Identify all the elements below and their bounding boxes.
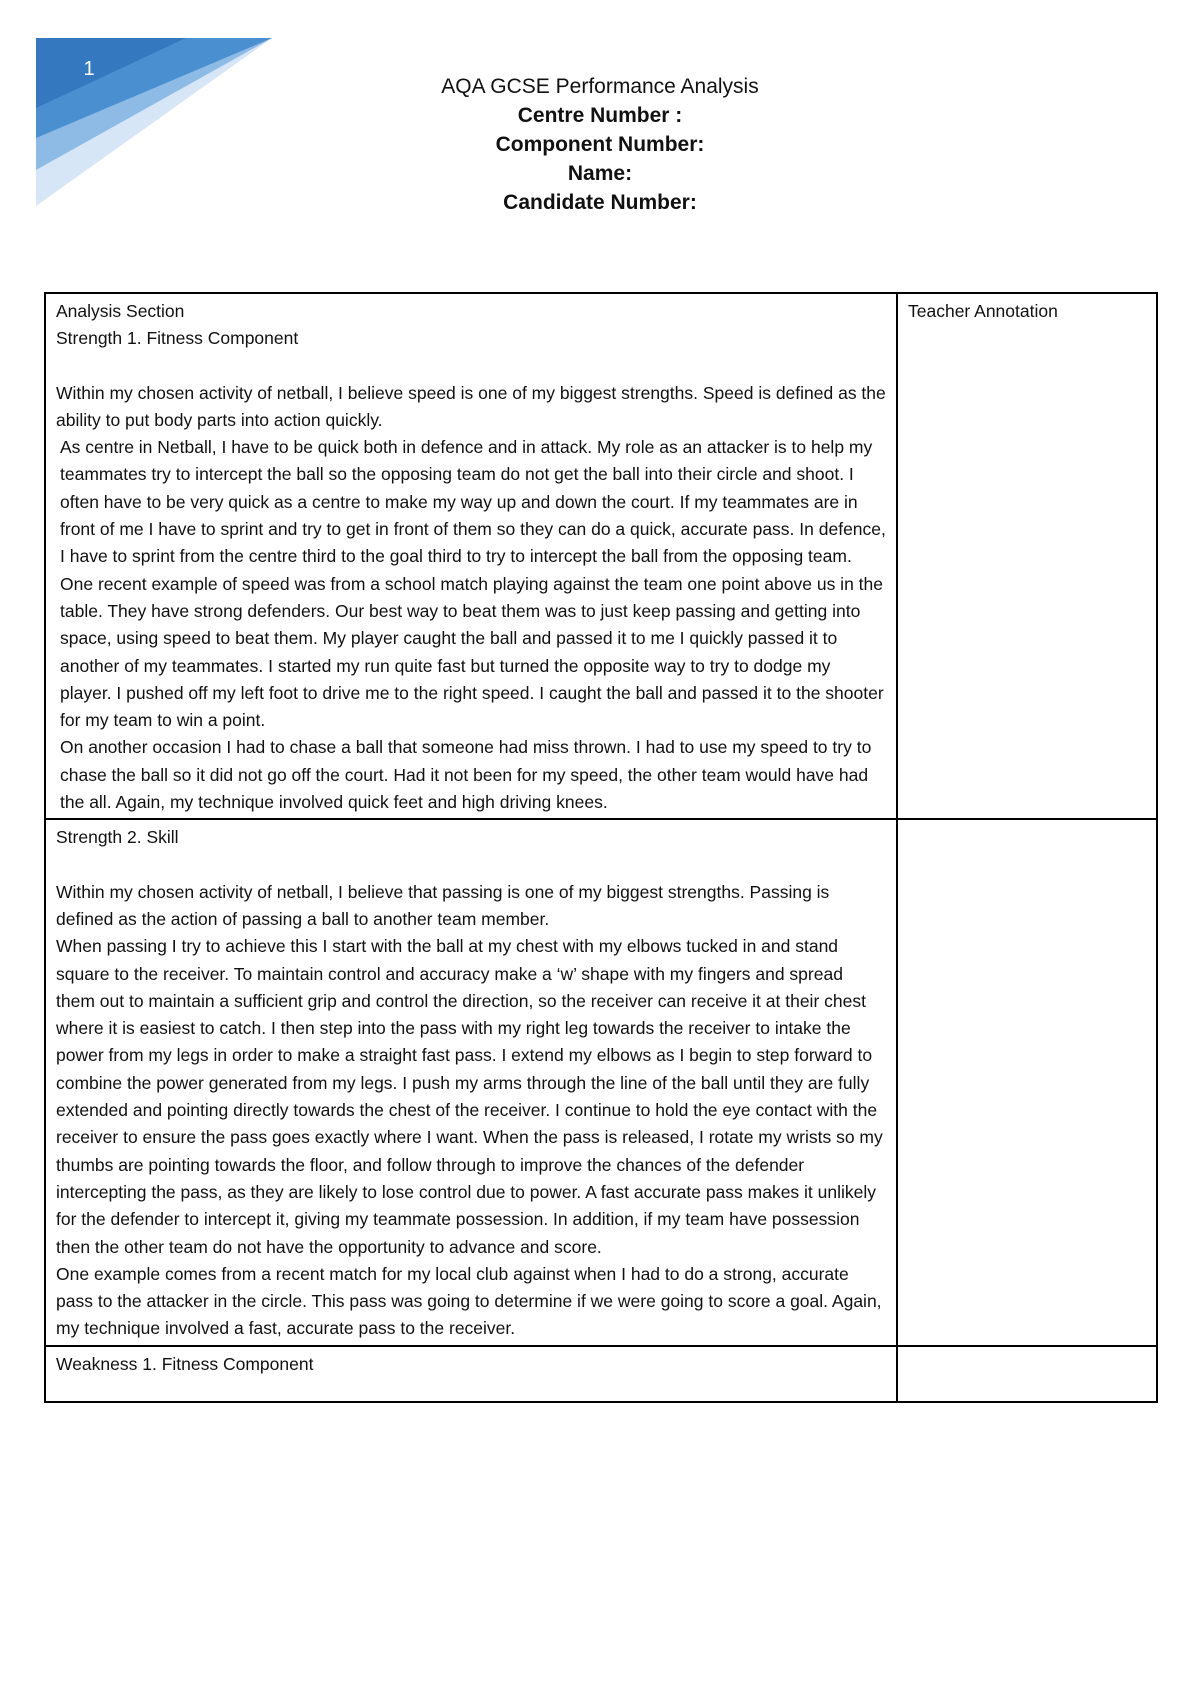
strength-2-cell: [45, 819, 897, 1345]
strength-2-paragraph: When passing I try to achieve this I start with the ball at my chest with my elbows tucked in and stand square to the receiver. To maintain control and accuracy make a ‘w’ shape with my fingers and spread them out to maintain a sufficient grip and control the direction, so the receiver can receive it at their chest where it is easiest to catch. I then step into the pass with my right leg towards the receiver to intake the power from my legs in order to make a straight fast pass. I extend my elbows as I begin to step forward to combine the power generated from my legs. I push my arms through the line of the ball until they are fully extended and pointing directly towards the chest of the receiver. I continue to hold the eye contact with the receiver to ensure the pass goes exactly where I want. When the pass is released, I rotate my wrists so my thumbs are pointing towards the floor, and follow through to improve the chances of the defender intercepting the pass, as they are likely to lose control due to power. A fast accurate pass makes it unlikely for the defender to intercept it, giving my teammate possession. In addition, if my team have possession then the other team do not have the opportunity to advance and score.: [56, 936, 883, 1257]
teacher-annotation-cell: [897, 819, 1157, 1345]
table-row: [45, 293, 1157, 819]
centre-number-label: Centre Number :: [517, 104, 683, 127]
analysis-table: [44, 292, 1158, 1403]
strength-1-heading: Strength 1. Fitness Component: [56, 328, 299, 349]
weakness-1-heading: Weakness 1. Fitness Component: [56, 1353, 314, 1374]
strength-1-paragraph: As centre in Netball, I have to be quick both in defence and in attack. My role as an attacker is to help my teammates try to intercept the ball so the opposing team do not get the ball into their circle and shoot. I often have to be very quick as a centre to make my way up and down the court. If my teammates are in front of me I have to sprint and try to get in front of them so they can do a quick, accurate pass. In defence, I have to sprint from the centre third to the goal third to try to intercept the ball from the opposing team. One recent example of speed was from a school match playing against the team one point above us in the table. They have strong defenders. Our best way to beat them was to just keep passing and getting into space, using speed to beat them. My player caught the ball and passed it to me I quickly passed it to another of my teammates. I started my run quite fast but turned the opposite way to try to dodge my player. I pushed off my left foot to drive me to the right speed. I caught the ball and passed it to the shooter for my team to win a point.: [60, 437, 886, 731]
document-title: AQA GCSE Performance Analysis: [441, 75, 759, 98]
name-label: Name:: [567, 162, 633, 185]
strength-2-paragraph: One example comes from a recent match for my local club against when I had to do a strong, accurate pass to the attacker in the circle. This pass was going to determine if we were going to score a goal. Again, my technique involved a fast, accurate pass to the receiver.: [56, 1263, 882, 1339]
strength-1-paragraph: Within my chosen activity of netball, I believe speed is one of my biggest strengths. Speed is defined as the ability to put body parts into action quickly.: [56, 382, 886, 430]
teacher-annotation-cell: [897, 1346, 1157, 1402]
component-number-label: Component Number:: [495, 133, 705, 156]
strength-1-paragraph: On another occasion I had to chase a ball that someone had miss thrown. I had to use my speed to try to chase the ball so it did not go off the court. Had it not been for my speed, the other team would have had the all. Again, my technique involved quick feet and high driving knees.: [60, 737, 872, 813]
strength-2-heading: Strength 2. Skill: [56, 827, 179, 848]
teacher-annotation-heading: Teacher Annotation: [908, 301, 1058, 321]
spacer: [56, 852, 886, 879]
page-number: 1: [83, 58, 95, 80]
candidate-number-label: Candidate Number:: [503, 191, 697, 214]
weakness-1-cell: [45, 1346, 897, 1402]
table-row: [45, 819, 1157, 1345]
spacer: [56, 353, 886, 380]
analysis-section-heading: Analysis Section: [56, 301, 185, 321]
teacher-annotation-cell: [897, 293, 1157, 819]
strength-2-paragraph: Within my chosen activity of netball, I believe that passing is one of my biggest strengths. Passing is defined as the action of passing a ball to another team member.: [56, 881, 830, 929]
table-row: [45, 1346, 1157, 1402]
strength-1-cell: [45, 293, 897, 819]
document-header: [0, 72, 1200, 217]
